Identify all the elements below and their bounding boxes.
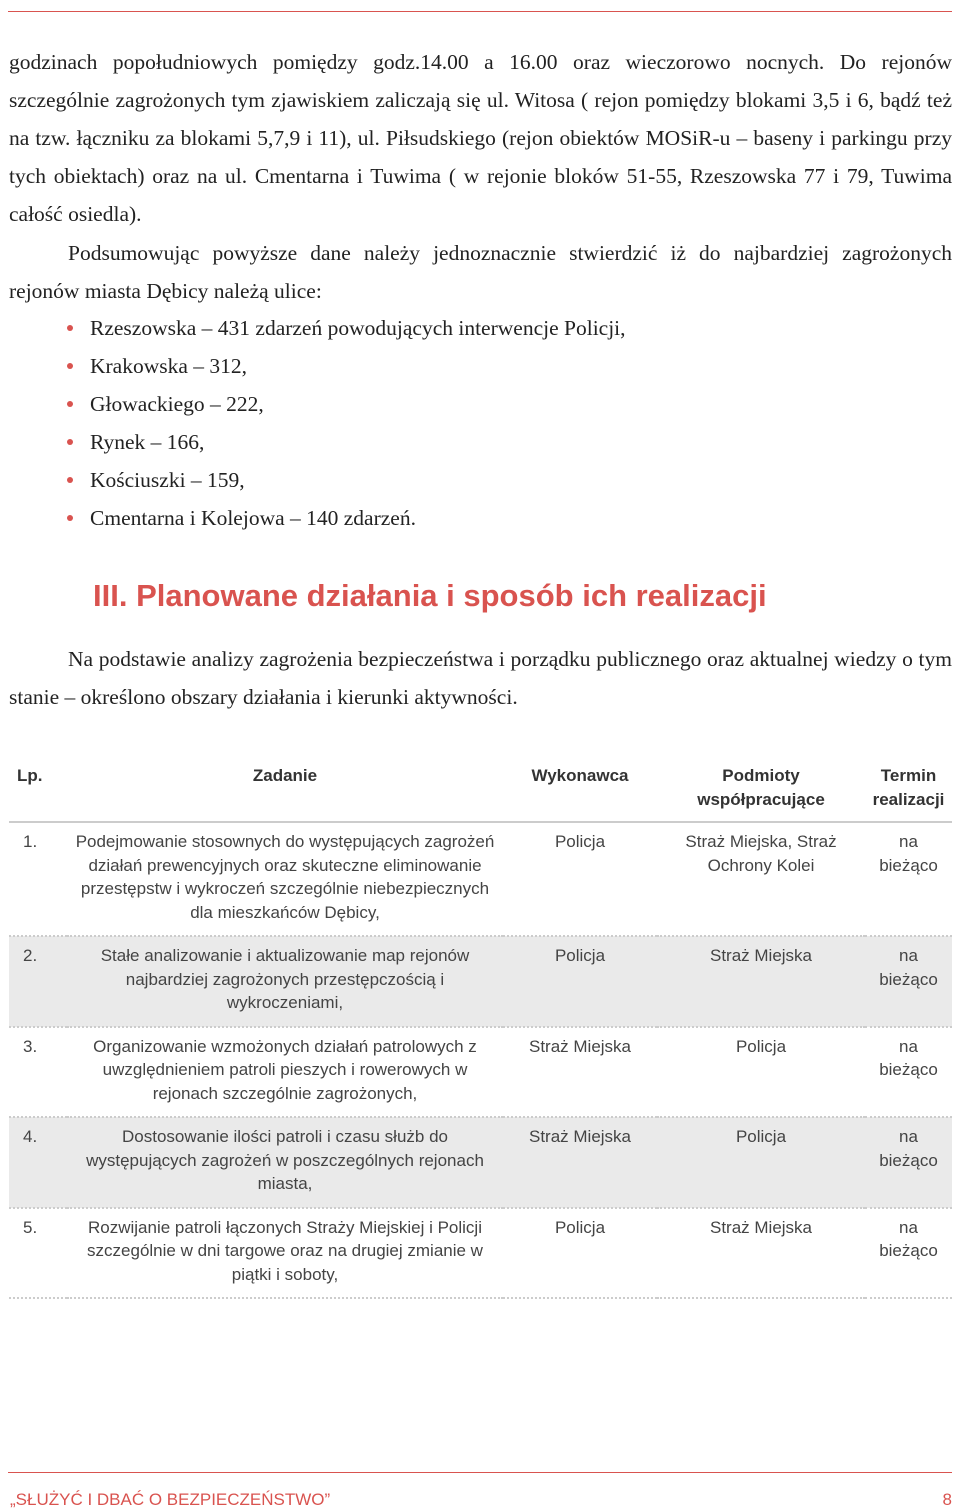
row-executor: Straż Miejska: [503, 1117, 657, 1208]
page-number: 8: [942, 1490, 952, 1509]
table-row: [9, 822, 952, 936]
row-executor: Policja: [503, 936, 657, 1027]
header-lp: Lp.: [9, 762, 67, 822]
row-partners: Straż Miejska: [657, 936, 865, 1027]
header-executor: Wykonawca: [503, 762, 657, 822]
header-deadline: Termin realizacji: [865, 762, 952, 822]
street-list-item: Cmentarna i Kolejowa – 140 zdarzeń.: [66, 499, 626, 537]
row-deadline: na bieżąco: [865, 936, 952, 1027]
row-executor: Straż Miejska: [503, 1027, 657, 1118]
row-task: Podejmowanie stosownych do występujących zagrożeń działań prewencyjnych oraz skuteczne eliminowanie przestępstw i wykroczeń szczególnie niebezpiecznych dla mieszkańców Dębicy,: [67, 822, 503, 936]
row-task: Stałe analizowanie i aktualizowanie map rejonów najbardziej zagrożonych przestępczością i wykroczeniami,: [67, 936, 503, 1027]
street-list-item: Rynek – 166,: [66, 423, 626, 461]
section-heading: III. Planowane działania i sposób ich realizacji: [93, 578, 767, 613]
footer-motto: „SŁUŻYĆ I DBAĆ O BEZPIECZEŃSTWO”: [10, 1490, 331, 1509]
row-deadline: na bieżąco: [865, 1027, 952, 1118]
row-partners: Policja: [657, 1117, 865, 1208]
street-list-item: Kościuszki – 159,: [66, 461, 626, 499]
intro-paragraph-1: godzinach popołudniowych pomiędzy godz.14.00 a 16.00 oraz wieczorowo nocnych. Do rejonów szczególnie zagrożonych tym zjawiskiem zaliczają się ul. Witosa ( rejon pomiędzy blokami 3,5 i 6, bądź też na tzw. łączniku za blokami 5,7,9 i 11), ul. Piłsudskiego (rejon obiektów MOSiR-u – baseny i parkingu przy tych obiektach) oraz na ul. Cmentarna i Tuwima ( w rejonie bloków 51-55, Rzeszowska 77 i 79, Tuwima całość osiedla).: [9, 50, 952, 226]
table-header-row: [9, 762, 952, 822]
row-lp: 5.: [9, 1208, 67, 1299]
row-task: Organizowanie wzmożonych działań patrolowych z uwzględnieniem patroli pieszych i rowerowych w rejonach szczególnie zagrożonych,: [67, 1027, 503, 1118]
intro-paragraph-2: Podsumowując powyższe dane należy jednoznacznie stwierdzić iż do najbardziej zagrożonych rejonów miasta Dębicy należą ulice:: [9, 241, 952, 303]
street-list-item: Rzeszowska – 431 zdarzeń powodujących interwencje Policji,: [66, 309, 626, 347]
row-lp: 2.: [9, 936, 67, 1027]
table-row: [9, 936, 952, 1027]
row-lp: 4.: [9, 1117, 67, 1208]
street-list-item: Głowackiego – 222,: [66, 385, 626, 423]
street-list: [66, 309, 626, 537]
row-deadline: na bieżąco: [865, 1117, 952, 1208]
row-lp: 3.: [9, 1027, 67, 1118]
row-partners: Policja: [657, 1027, 865, 1118]
street-list-item: Krakowska – 312,: [66, 347, 626, 385]
row-partners: Straż Miejska: [657, 1208, 865, 1299]
row-executor: Policja: [503, 1208, 657, 1299]
row-lp: 1.: [9, 822, 67, 936]
table-row: [9, 1027, 952, 1118]
top-divider: [8, 11, 952, 12]
row-deadline: na bieżąco: [865, 822, 952, 936]
row-task: Dostosowanie ilości patroli i czasu służb do występujących zagrożeń w poszczególnych rejonach miasta,: [67, 1117, 503, 1208]
footer-divider: [8, 1472, 952, 1473]
row-task: Rozwijanie patroli łączonych Straży Miejskiej i Policji szczególnie w dni targowe oraz na drugiej zmianie w piątki i soboty,: [67, 1208, 503, 1299]
row-deadline: na bieżąco: [865, 1208, 952, 1299]
tasks-table: [9, 762, 952, 1299]
header-task: Zadanie: [67, 762, 503, 822]
table-row: [9, 1208, 952, 1299]
section-paragraph: Na podstawie analizy zagrożenia bezpieczeństwa i porządku publicznego oraz aktualnej wiedzy o tym stanie – określono obszary działania i kierunki aktywności.: [9, 647, 952, 709]
row-partners: Straż Miejska, Straż Ochrony Kolei: [657, 822, 865, 936]
row-executor: Policja: [503, 822, 657, 936]
table-row: [9, 1117, 952, 1208]
header-partners: Podmioty współpracujące: [657, 762, 865, 822]
